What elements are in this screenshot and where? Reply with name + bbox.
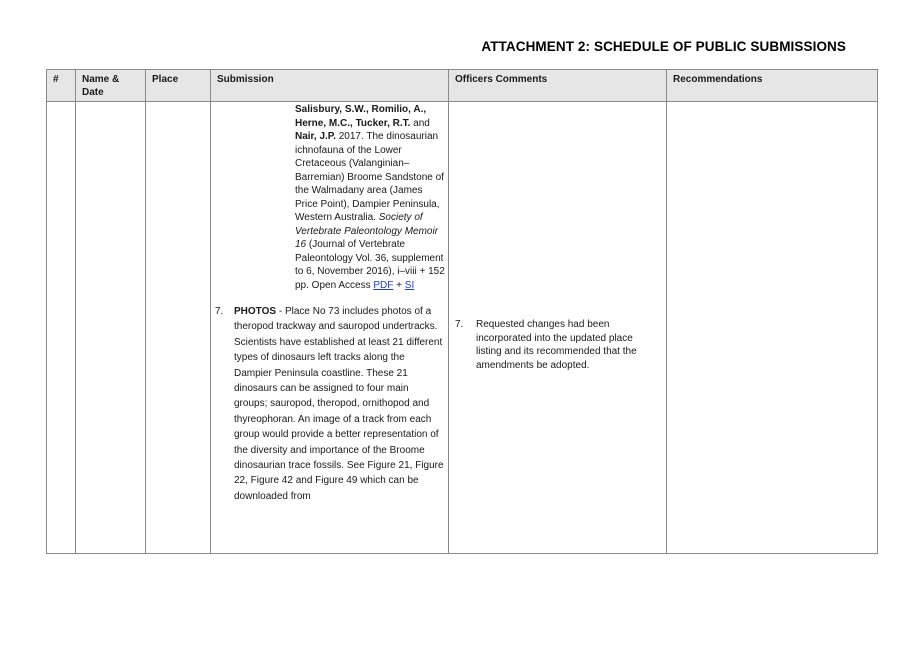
table-header-row (47, 70, 878, 102)
pdf-link[interactable]: PDF (373, 279, 394, 291)
reference-and: and (410, 117, 430, 129)
submission-item-label: PHOTOS (234, 306, 277, 317)
officer-comment-text: Requested changes had been incorporated into the updated place listing and its recommended that the amendments be adopted. (476, 319, 637, 371)
reference-citation (295, 102, 447, 292)
officer-comment-7 (449, 318, 666, 372)
header-place: Place (146, 70, 211, 102)
header-number: # (47, 70, 76, 102)
header-submission: Submission (211, 70, 449, 102)
header-name-date: Name & Date (76, 70, 146, 102)
reference-journal: Society of Vertebrate Paleontology Memoir 16 (295, 212, 439, 250)
submission-item-separator: - (276, 306, 285, 317)
table-row (47, 102, 878, 554)
cell-name-date (76, 102, 146, 554)
submission-item-7 (211, 304, 448, 504)
submissions-table (46, 69, 878, 554)
reference-authors: Salisbury, S.W., Romilio, A., Herne, M.C., Tucker, R.T. (295, 104, 427, 129)
header-recommendations: Recommendations (667, 70, 878, 102)
reference-body: 2017. The dinosaurian ichnofauna of the Lower Cretaceous (Valanginian–Barremian) Broome Sandstone of the Walmadany area (James Price Point), Dampier Peninsula, Western Australia. (295, 131, 444, 223)
cell-officers-comments (449, 102, 667, 554)
reference-last-author: Nair, J.P. (295, 131, 336, 142)
submission-item-number: 7. (215, 306, 224, 317)
cell-recommendations (667, 102, 878, 554)
submission-item-text: Place No 73 includes photos of a theropod trackway and sauropod undertracks. Scientists have established at least 21 different types of dinosaurs left tracks along the Dampier Peninsula coastline. These 21 dinosaurs can be assigned to four main groups; sauropod, theropod, ornithopod and thyreophoran. An image of a track from each group would provide a better representation of the diversity and importance of the Broome dinosaurian trace fossils. See Figure 21, Figure 22, Figure 42 and Figure 49 which can be downloaded from (234, 306, 444, 502)
cell-submission (211, 102, 449, 554)
header-officers-comments: Officers Comments (449, 70, 667, 102)
cell-number (47, 102, 76, 554)
si-link[interactable]: SI (404, 279, 415, 291)
cell-place (146, 102, 211, 554)
officer-comment-number: 7. (455, 319, 464, 330)
reference-details: (Journal of Vertebrate Paleontology Vol. 36, supplement to 6, November 2016), i–viii + 152 pp. Open Access (295, 239, 445, 291)
page-title: ATTACHMENT 2: SCHEDULE OF PUBLIC SUBMISSIONS (481, 39, 846, 54)
reference-plus: + (393, 279, 405, 291)
